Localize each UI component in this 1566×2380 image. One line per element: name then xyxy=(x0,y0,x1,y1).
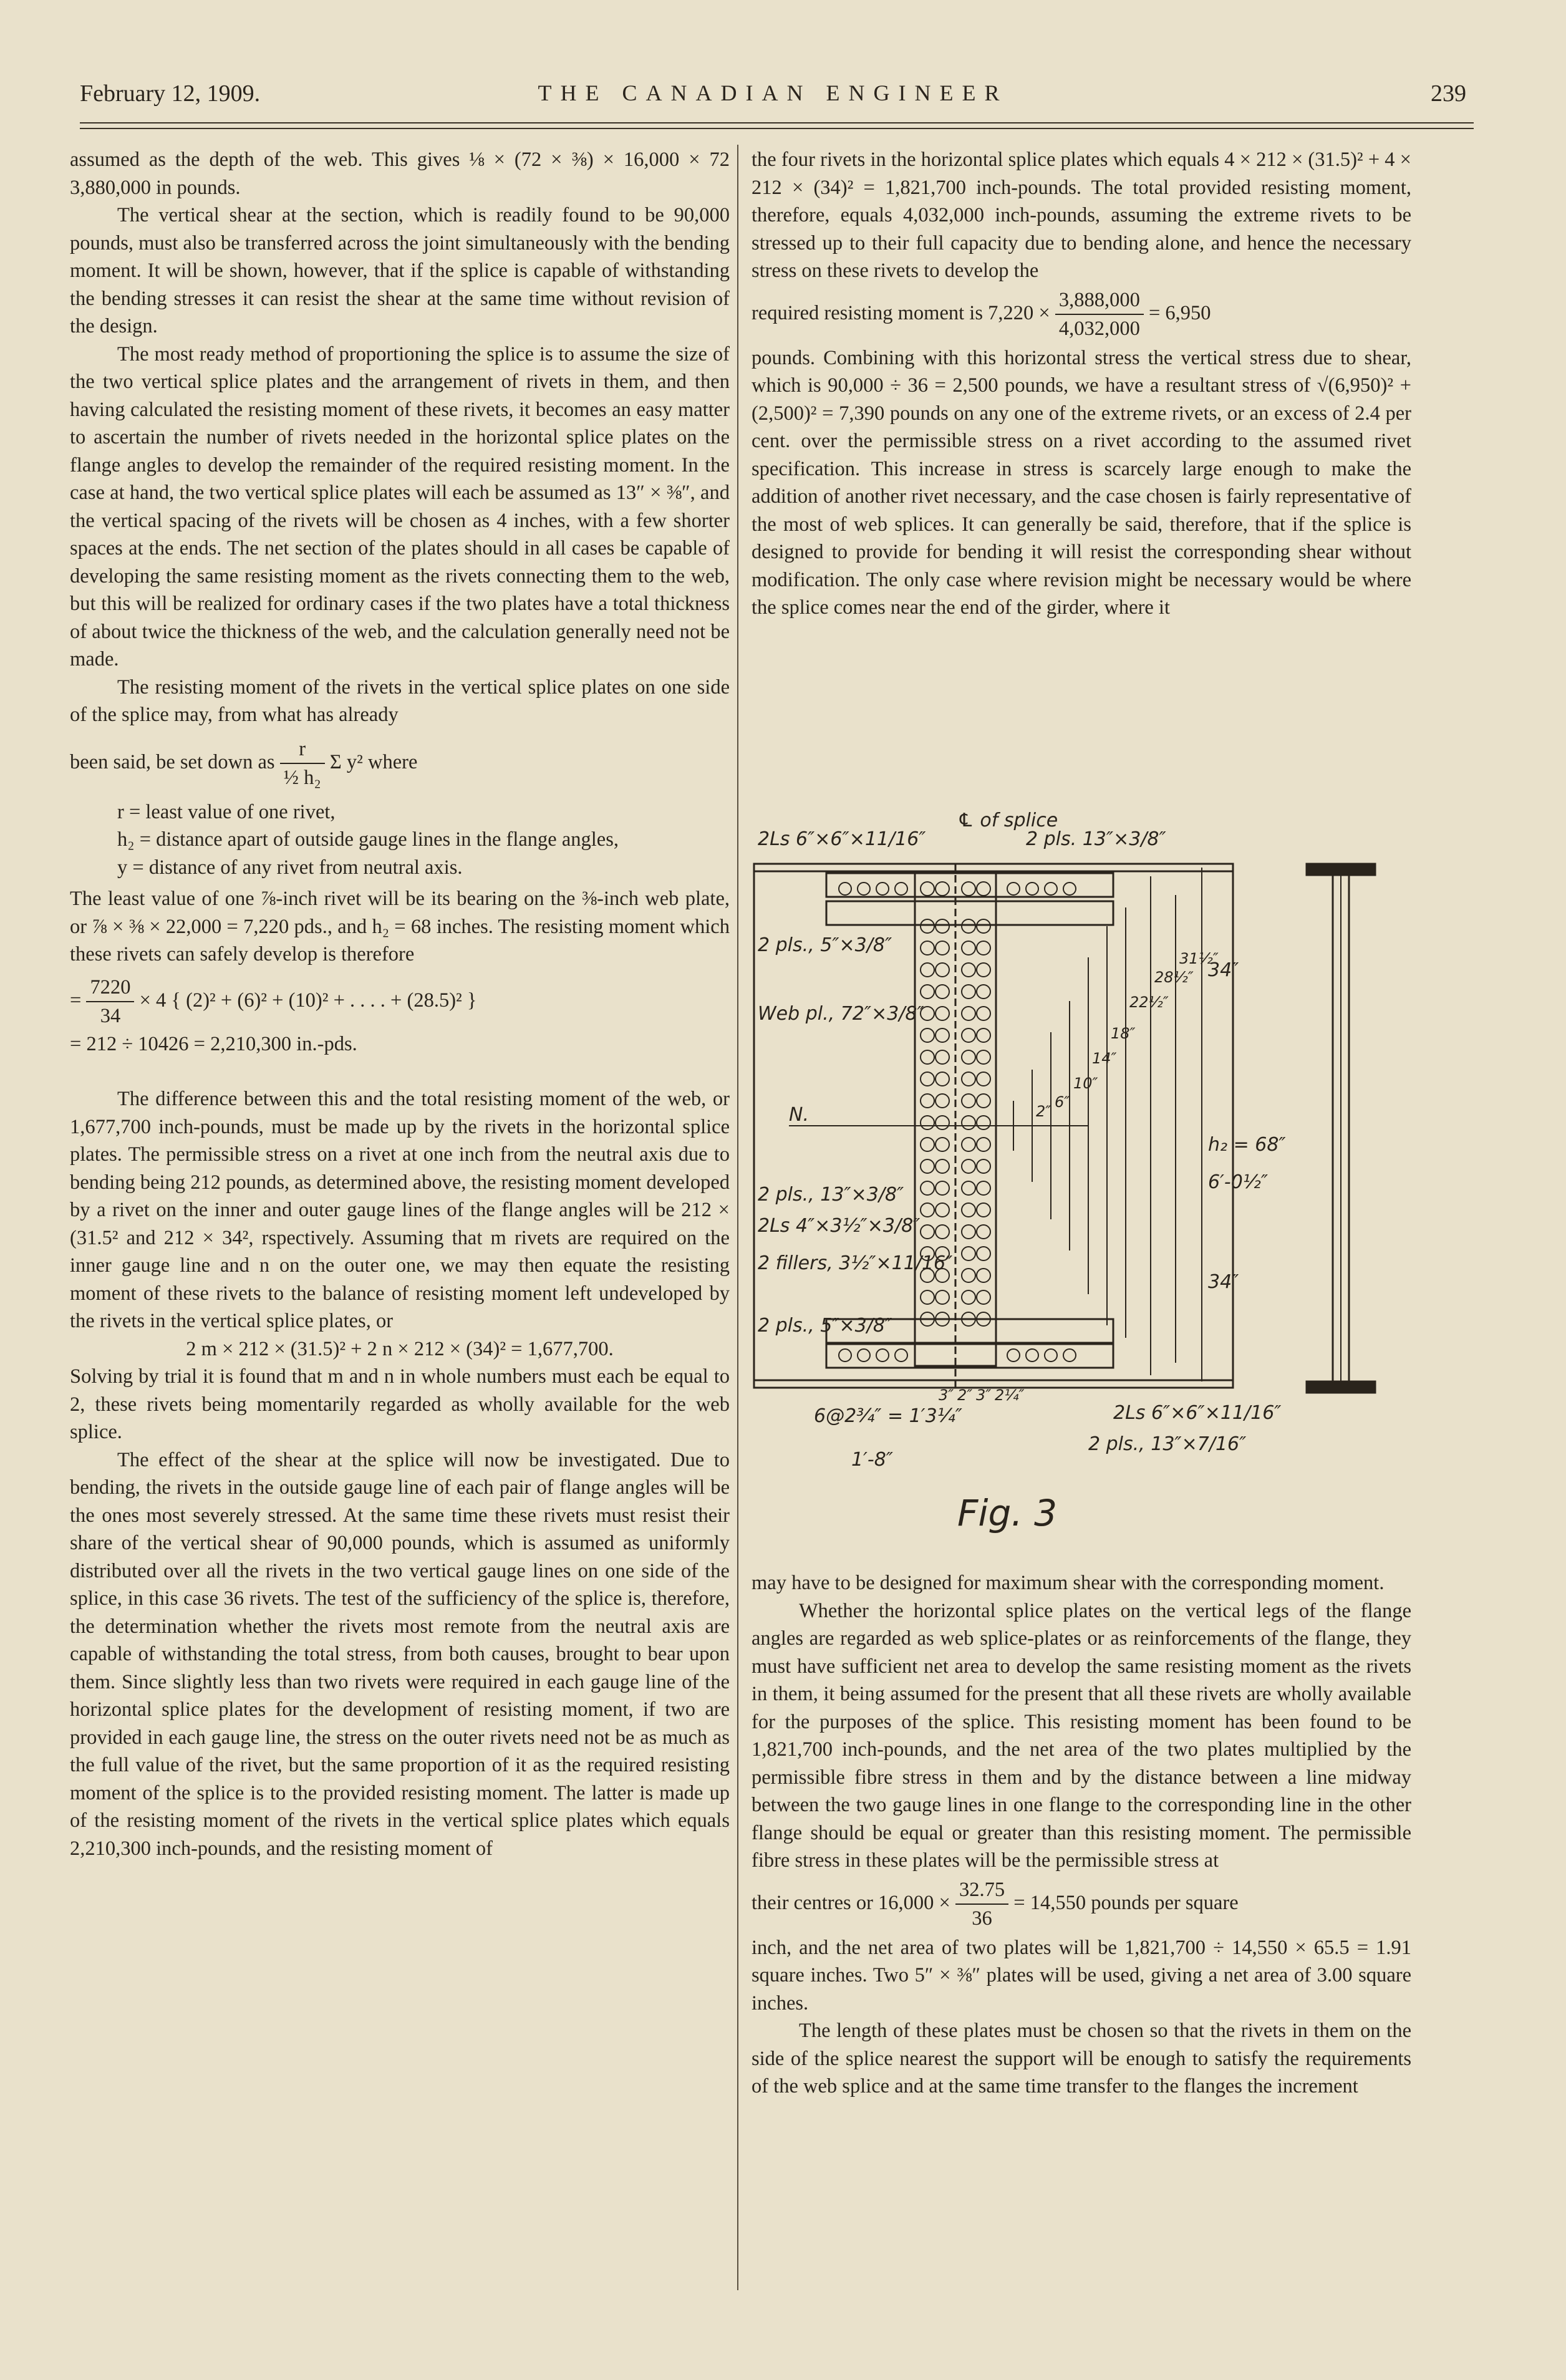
variable-definition: r = least value of one rivet, xyxy=(117,800,336,823)
rivet xyxy=(921,882,934,896)
variable-list xyxy=(117,798,730,882)
rivet xyxy=(935,1072,949,1086)
dimension-lines xyxy=(1013,868,1202,1381)
rivet xyxy=(935,1050,949,1064)
dimension-label: 18″ xyxy=(1111,1025,1136,1042)
rivet xyxy=(935,985,949,999)
rivet xyxy=(1007,883,1020,895)
paragraph: assumed as the depth of the web. This gives ⅛ × (72 × ⅜) × 16,000 × 72 3,880,000 in pounds. xyxy=(70,148,730,199)
page-header xyxy=(80,80,1466,117)
dimension-label: h₂ = 68″ xyxy=(1208,1134,1286,1156)
rivet xyxy=(962,1094,975,1108)
fraction-denominator: ½ h₂ xyxy=(283,767,321,789)
rivet xyxy=(977,1203,990,1217)
rivet xyxy=(921,985,934,999)
rivet xyxy=(962,1159,975,1173)
fraction xyxy=(1055,286,1144,343)
splice-diagram xyxy=(752,801,1413,1550)
fraction-numerator: 7220 xyxy=(86,974,134,1003)
rivet xyxy=(1026,1349,1038,1362)
rivet xyxy=(921,1072,934,1086)
rivet xyxy=(921,1290,934,1304)
rivet xyxy=(858,883,870,895)
rivet xyxy=(977,963,990,977)
fraction-numerator: 3,888,000 xyxy=(1055,286,1144,316)
label-bottom-right-angles: 2Ls 6″×6″×11/16″ xyxy=(1113,1402,1282,1424)
paragraph: The difference between this and the total resisting moment of the web, or 1,677,700 inch-pounds, must be made up by the rivets in the horizontal splice plates. The permissible stress on a rivet at one inch from the neutral axis due to bending being 212 pounds, as determined above, the resisting moment developed by a rivet on the inner and outer gauge lines of the flange angles will be 212 × (31.5² and 212 × 34², rspectively. Assuming that m rivets are required on the inner gauge line and n on the outer one, we may then equate the resisting moment of these rivets to the balance of resisting moment left undeveloped by the rivets in the vertical splice plates, or xyxy=(70,1088,730,1332)
formula-text: Σ y² where xyxy=(329,750,418,773)
rivet xyxy=(935,1290,949,1304)
dimension-label: 10″ xyxy=(1073,1075,1098,1092)
section-bottom-flange xyxy=(1307,1381,1375,1393)
rivet xyxy=(962,1116,975,1130)
rivet xyxy=(962,1247,975,1260)
rivet xyxy=(839,883,851,895)
left-column xyxy=(70,146,730,1862)
paragraph: The vertical shear at the section, which is readily found to be 90,000 pounds, must also be transferred across the joint simultaneously with the bending moment. It will be shown, however, that if the splice is capable of withstanding the bending stresses it can resist the shear at the same time without revision of the design. xyxy=(70,204,730,337)
rivet xyxy=(962,1028,975,1042)
rivet xyxy=(895,883,907,895)
rivet xyxy=(921,941,934,955)
rivet xyxy=(935,1225,949,1239)
paragraph: The resisting moment of the rivets in the vertical splice plates on one side of the splice may, from what has already xyxy=(70,675,730,726)
paragraph: The length of these plates must be chosen so that the rivets in them on the side of the splice nearest the support will be enough to satisfy the requirements of the web splice and at the same time transfer to the flanges the increment xyxy=(752,2020,1411,2097)
rivet xyxy=(921,1159,934,1173)
dimension-label: 31½″ xyxy=(1179,950,1219,967)
rivet xyxy=(962,963,975,977)
dimension-label: 2″ xyxy=(957,1386,973,1404)
label-top-left: 2Ls 6″×6″×11/16″ xyxy=(758,828,926,850)
label-plates-13: 2 pls., 13″×3/8″ xyxy=(758,1184,904,1206)
fraction-denominator: 4,032,000 xyxy=(1058,317,1140,340)
paragraph: the four rivets in the horizontal splice plates which equals 4 × 212 × (31.5)² + 4 × 212 × (34)² = 1,821,700 inch-pounds. The total provided resisting moment, therefore, equals 4,032,000 inch-pounds, assuming the extreme rivets to be stressed up to their full capacity due to bending alone, and hence the necessary stress on these rivets to develop the xyxy=(752,148,1411,282)
column-divider xyxy=(737,145,738,2290)
dimension-label: 14″ xyxy=(1092,1050,1117,1067)
dimension-label: 34″ xyxy=(1208,1271,1239,1293)
fraction-numerator: 32.75 xyxy=(955,1876,1008,1905)
rivet xyxy=(962,1072,975,1086)
rivet xyxy=(1026,883,1038,895)
fraction xyxy=(280,735,325,792)
rivet xyxy=(1045,883,1057,895)
dimension-label: 28½″ xyxy=(1154,969,1194,986)
rivet xyxy=(921,1138,934,1151)
issue-date: February 12, 1909. xyxy=(80,80,261,107)
rivet xyxy=(962,919,975,933)
rivet xyxy=(839,1349,851,1362)
dimension-label: 6′-0½″ xyxy=(1208,1171,1269,1193)
rivet xyxy=(962,1203,975,1217)
rivet xyxy=(962,941,975,955)
rivet xyxy=(977,1181,990,1195)
rivet xyxy=(977,1138,990,1151)
dimension-label: 6″ xyxy=(1055,1093,1070,1111)
equation: = 212 ÷ 10426 = 2,210,300 in.-pds. xyxy=(70,1032,357,1055)
rivet xyxy=(935,919,949,933)
label-web-plate: Web pl., 72″×3/8″ xyxy=(758,1003,924,1025)
label-bottom-length: 1′-8″ xyxy=(851,1449,894,1471)
header-rule-bottom xyxy=(80,128,1474,129)
rivet xyxy=(977,1050,990,1064)
fraction-denominator: 36 xyxy=(972,1907,992,1930)
label-angles-4: 2Ls 4″×3½″×3/8″ xyxy=(758,1215,921,1237)
dimension-label: 2¼″ xyxy=(995,1386,1025,1404)
rivet xyxy=(921,1203,934,1217)
rivet xyxy=(977,1028,990,1042)
dimension-label: 3″ xyxy=(976,1386,992,1404)
rivet xyxy=(977,1116,990,1130)
rivet xyxy=(977,1290,990,1304)
journal-title: THE CANADIAN ENGINEER xyxy=(538,80,1008,105)
rivet xyxy=(977,941,990,955)
equation-text: × 4 { (2)² + (6)² + (10)² + . . . . + (28.5)² } xyxy=(139,989,477,1012)
formula-text: been said, be set down as xyxy=(70,750,275,773)
rivet xyxy=(1045,1349,1057,1362)
right-column-bottom xyxy=(752,1569,1411,2101)
splice-figure xyxy=(752,801,1413,1550)
rivet xyxy=(935,1028,949,1042)
top-splice-plate xyxy=(826,901,1113,925)
rivet xyxy=(921,1028,934,1042)
rivet xyxy=(977,1072,990,1086)
formula-text: their centres or 16,000 × xyxy=(752,1891,950,1914)
rivet xyxy=(977,985,990,999)
rivet xyxy=(935,941,949,955)
rivet xyxy=(977,1094,990,1108)
rivet xyxy=(1007,1349,1020,1362)
dimension-label: 3″ xyxy=(939,1386,954,1404)
rivet xyxy=(977,1007,990,1020)
rivet xyxy=(921,963,934,977)
paragraph: The most ready method of proportioning the splice is to assume the size of the two vertical splice plates and the arrangement of rivets in them, and then having calculated the resisting moment of these rivets, it becomes an easy matter to ascertain the number of rivets needed in the horizontal splice plates on the flange angles to develop the remainder of the required resisting moment. In the case at hand, the two vertical splice plates will each be assumed as 13″ × ⅜″, and the vertical spacing of the rivets will be chosen as 4 inches, with a few shorter spaces at the ends. The net section of the plates should in all cases be capable of developing the same resisting moment as the rivets connecting them to the web, but this will be realized for ordinary cases if the two plates have a total thickness of about twice the thickness of the web, and the calculation generally need not be made. xyxy=(70,342,730,670)
rivet xyxy=(935,1007,949,1020)
label-bottom-spacing: 6@2¾″ = 1′3¼″ xyxy=(814,1405,962,1427)
rivet xyxy=(895,1349,907,1362)
section-top-flange xyxy=(1307,864,1375,875)
label-splice-centerline: ℄ of splice xyxy=(957,810,1058,831)
dimension-label: 22½″ xyxy=(1129,994,1169,1011)
figure-caption: Fig. 3 xyxy=(957,1492,1058,1534)
fraction-numerator: r xyxy=(280,735,325,765)
rivet xyxy=(977,882,990,896)
rivet xyxy=(876,883,889,895)
rivet xyxy=(921,1116,934,1130)
rivet xyxy=(977,919,990,933)
fraction xyxy=(86,974,134,1030)
rivet xyxy=(935,1094,949,1108)
label-plates-5: 2 pls., 5″×3/8″ xyxy=(758,934,892,956)
rivet xyxy=(977,1269,990,1282)
rivet xyxy=(921,1094,934,1108)
right-column-top xyxy=(752,146,1411,622)
rivet xyxy=(935,963,949,977)
rivet xyxy=(876,1349,889,1362)
rivet xyxy=(935,1203,949,1217)
fraction-denominator: 34 xyxy=(100,1005,121,1027)
fraction xyxy=(955,1876,1008,1933)
paragraph: pounds. Combining with this horizontal stress the vertical stress due to shear, which is 90,000 ÷ 36 = 2,500 pounds, we have a resultant stress of √(6,950)² + (2,500)² = 7,390 pounds on any one of the extreme rivets, or an excess of 2.4 per cent. over the permissible stress on a rivet according to the assumed rivet specification. This increase in stress is scarcely large enough to make the addition of another rivet necessary, and the case chosen is fairly representative of the most of web splices. It can generally be said, therefore, that if the splice is designed to provide for bending it will resist the corresponding shear without modification. The only case where revision might be necessary would be where the splice comes near the end of the girder, where it xyxy=(752,346,1411,619)
rivet xyxy=(858,1349,870,1362)
rivet xyxy=(962,1050,975,1064)
rivet xyxy=(935,1138,949,1151)
paragraph: The effect of the shear at the splice will now be investigated. Due to bending, the rivets in the outside gauge line of each pair of flange angles will be the ones most severely stressed. At the same time these rivets must resist their share of the vertical shear of 90,000 pounds, which is assumed as uniformly distributed over all the rivets in the two vertical gauge lines on one side of the splice, in this case 36 rivets. The test of the sufficiency of the splice is, therefore, the determination whether the rivets most remote from the neutral axis are capable of withstanding the total stress, from both causes, brought to bear upon them. Since slightly less than two rivets were required in each gauge line of the horizontal splice plates for the development of resisting moment, if two are provided in each gauge line, the stress on the outer rivets need not be as much as the full value of the rivet, but the same proportion of it as the required resisting moment of the splice is to the provided resisting moment. The latter is made up of the resisting moment of the rivets in the vertical splice plates which equals 2,210,300 inch-pounds, and the resisting moment of xyxy=(70,1448,730,1860)
variable-definition: y = distance of any rivet from neutral axis. xyxy=(117,856,463,879)
label-plates-5-bottom: 2 pls., 5″×3/8″ xyxy=(758,1315,892,1337)
rivet xyxy=(935,1181,949,1195)
rivet xyxy=(921,919,934,933)
dimension-label: 2″ xyxy=(1036,1103,1051,1120)
rivet xyxy=(935,882,949,896)
rivet xyxy=(1063,883,1076,895)
equation: 2 m × 212 × (31.5)² + 2 n × 212 × (34)² = 1,677,700. xyxy=(186,1337,614,1360)
paragraph: inch, and the net area of two plates will be 1,821,700 ÷ 14,550 × 65.5 = 1.91 square inches. Two 5″ × ⅜″ plates will be used, giving a net area of 3.00 square inches. xyxy=(752,1936,1411,2015)
girder-cross-section xyxy=(1307,864,1375,1393)
rivet xyxy=(962,882,975,896)
rivet xyxy=(921,1050,934,1064)
rivet xyxy=(962,1181,975,1195)
dimension-label: 34″ xyxy=(1208,959,1239,981)
paragraph: Solving by trial it is found that m and n in whole numbers must each be equal to 2, these rivets being momentarily regarded as wholly available for the web splice. xyxy=(70,1365,730,1443)
label-neutral-axis: N. xyxy=(789,1104,809,1126)
rivet xyxy=(962,985,975,999)
rivet xyxy=(962,1138,975,1151)
formula-line xyxy=(752,1876,1411,1933)
rivet xyxy=(921,1225,934,1239)
rivet xyxy=(962,1225,975,1239)
rivet xyxy=(935,1116,949,1130)
label-top-right: 2 pls. 13″×3/8″ xyxy=(1026,828,1166,850)
variable-definition: h₂ = distance apart of outside gauge lines in the flange angles, xyxy=(117,828,619,851)
rivet xyxy=(962,1269,975,1282)
equation: = $\frac{7220}{34}$ × 4 { (2)² + (6)² + (10)² + . . . . + (28.5)² } xyxy=(70,974,730,1030)
page-number: 239 xyxy=(1431,80,1466,107)
rivet xyxy=(935,1159,949,1173)
label-fillers: 2 fillers, 3½″×11/16″ xyxy=(758,1252,953,1274)
rivet xyxy=(977,1247,990,1260)
rivet xyxy=(977,1225,990,1239)
formula-text: required resisting moment is 7,220 × xyxy=(752,301,1050,324)
header-rule-top xyxy=(80,122,1474,123)
label-bottom-right-plates: 2 pls., 13″×7/16″ xyxy=(1088,1433,1247,1455)
formula-text: = 14,550 pounds per square xyxy=(1013,1891,1239,1914)
formula-text: = 6,950 xyxy=(1148,301,1211,324)
paragraph: may have to be designed for maximum shear with the corresponding moment. xyxy=(752,1572,1385,1594)
rivet xyxy=(962,1007,975,1020)
rivet xyxy=(962,1290,975,1304)
rivet xyxy=(977,1159,990,1173)
formula-line xyxy=(70,735,730,792)
rivet xyxy=(921,1181,934,1195)
paragraph: Whether the horizontal splice plates on the vertical legs of the flange angles are regarded as web splice-plates or as reinforcements of the flange, they must have sufficient net area to develop the same resisting moment as the rivets in them, it being assumed for the present that all these rivets are wholly available for the purposes of the splice. This resisting moment has been found to be 1,821,700 inch-pounds, and the net area of the two plates multiplied by the permissible fibre stress in them and by the distance between a line midway between the two gauge lines in one flange to the corresponding line in the other flange should be equal or greater than this resisting moment. The permissible fibre stress in these plates will be the permissible stress at xyxy=(752,1599,1411,1872)
formula-line xyxy=(752,286,1411,343)
rivet xyxy=(1063,1349,1076,1362)
paragraph: The least value of one ⅞-inch rivet will be its bearing on the ⅜-inch web plate, or ⅞ × ⅜ × 22,000 = 7,220 pds., and h₂ = 68 inches. The resisting moment which these rivets can safely develop is therefore xyxy=(70,888,730,965)
